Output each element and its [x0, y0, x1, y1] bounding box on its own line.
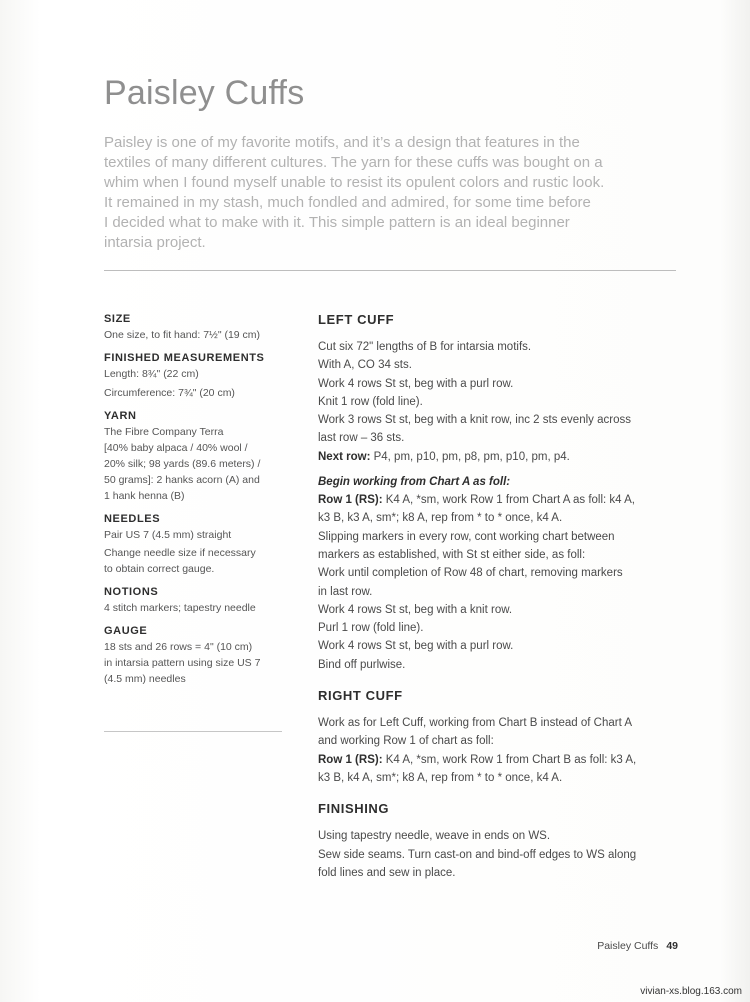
finishing-heading: FINISHING	[318, 801, 390, 817]
page-title: Paisley Cuffs	[104, 74, 305, 112]
notions-block	[104, 585, 282, 616]
gauge-line: 18 sts and 26 rows = 4" (10 cm)	[104, 641, 253, 653]
gauge-line: in intarsia pattern using size US 7	[104, 657, 261, 669]
yarn-line: 1 hank henna (B)	[104, 490, 185, 502]
finishing-line: fold lines and sew in place.	[318, 866, 456, 879]
left-cuff-line: markers as established, with St st either side, as foll:	[318, 548, 586, 561]
gauge-block	[104, 624, 282, 687]
next-row-label: Next row:	[318, 450, 371, 463]
watermark: vivian-xs.blog.163.com	[640, 986, 742, 997]
right-row1-text: K4 A, *sm, work Row 1 from Chart B as foll: k3 A,	[382, 753, 637, 766]
needles-line: Pair US 7 (4.5 mm) straight	[104, 529, 232, 541]
left-cuff-line: Slipping markers in every row, cont working chart between	[318, 530, 615, 543]
yarn-line: 20% silk; 98 yards (89.6 meters) /	[104, 458, 261, 470]
row1-cont: k3 B, k3 A, sm*; k8 A, rep from * to * once, k4 A.	[318, 512, 563, 525]
yarn-line: 50 grams]: 2 hanks acorn (A) and	[104, 474, 260, 486]
row1-label: Row 1 (RS):	[318, 494, 383, 507]
intro-divider	[104, 270, 676, 271]
finished-heading: FINISHED MEASUREMENTS	[104, 352, 265, 364]
left-cuff-line: in last row.	[318, 585, 373, 598]
finished-block	[104, 351, 282, 401]
right-cuff-heading: RIGHT CUFF	[318, 688, 403, 704]
intro-line: textiles of many different cultures. The yarn for these cuffs was bought on a	[104, 154, 603, 171]
needles-line: Change needle size if necessary	[104, 547, 256, 559]
yarn-line: The Fibre Company Terra	[104, 426, 224, 438]
footer-label: Paisley Cuffs	[597, 940, 659, 952]
yarn-heading: YARN	[104, 410, 137, 422]
notions-heading: NOTIONS	[104, 586, 159, 598]
left-cuff-line: last row – 36 sts.	[318, 432, 405, 445]
page-footer	[597, 940, 678, 952]
gauge-line: (4.5 mm) needles	[104, 673, 186, 685]
intro-line: I decided what to make with it. This simple pattern is an ideal beginner	[104, 214, 570, 231]
right-cuff-line: Work as for Left Cuff, working from Chart B instead of Chart A	[318, 717, 633, 730]
chart-a-subhead: Begin working from Chart A as foll:	[318, 476, 511, 489]
size-block	[104, 312, 282, 343]
right-row1-cont: k3 B, k4 A, sm*; k8 A, rep from * to * once, k4 A.	[318, 771, 563, 784]
left-cuff-line: Work 4 rows St st, beg with a purl row.	[318, 377, 514, 390]
finishing-line: Sew side seams. Turn cast-on and bind-off edges to WS along	[318, 848, 637, 861]
finishing-line: Using tapestry needle, weave in ends on WS.	[318, 830, 551, 843]
intro-line: whim when I found myself unable to resist its opulent colors and rustic look.	[104, 174, 605, 191]
left-cuff-line: Cut six 72" lengths of B for intarsia motifs.	[318, 341, 532, 353]
right-cuff-line: and working Row 1 of chart as foll:	[318, 735, 494, 748]
intro-line: It remained in my stash, much fondled and admired, for some time before	[104, 194, 591, 211]
page-number: 49	[666, 940, 678, 952]
right-row1-label: Row 1 (RS):	[318, 753, 383, 766]
left-cuff-line: Work 4 rows St st, beg with a knit row.	[318, 603, 513, 616]
needles-line: to obtain correct gauge.	[104, 563, 215, 575]
specs-sidebar	[104, 312, 282, 695]
next-row-line	[318, 448, 690, 466]
intro-paragraph	[104, 133, 684, 253]
size-text: One size, to fit hand: 7½" (19 cm)	[104, 329, 261, 341]
left-cuff-line: Work 3 rows St st, beg with a knit row, inc 2 sts evenly across	[318, 414, 631, 427]
size-heading: SIZE	[104, 313, 131, 325]
gauge-heading: GAUGE	[104, 625, 148, 637]
left-cuff-line: Work until completion of Row 48 of chart, removing markers	[318, 567, 623, 580]
sidebar-divider	[104, 731, 282, 732]
finished-length: Length: 8¾" (22 cm)	[104, 368, 199, 380]
row1-line	[318, 491, 690, 509]
left-cuff-line: Work 4 rows St st, beg with a purl row.	[318, 640, 514, 653]
left-cuff-heading: LEFT CUFF	[318, 312, 395, 327]
left-cuff-line: Purl 1 row (fold line).	[318, 622, 424, 635]
left-cuff-line: Bind off purlwise.	[318, 658, 406, 671]
next-row-text: P4, pm, p10, pm, p8, pm, p10, pm, p4.	[370, 450, 570, 463]
yarn-line: [40% baby alpaca / 40% wool /	[104, 442, 248, 454]
yarn-block	[104, 409, 282, 504]
row1-text: K4 A, *sm, work Row 1 from Chart A as foll: k4 A,	[382, 494, 635, 507]
needles-block	[104, 512, 282, 577]
intro-line: intarsia project.	[104, 234, 206, 251]
needles-heading: NEEDLES	[104, 513, 161, 525]
left-cuff-line: With A, CO 34 sts.	[318, 359, 412, 372]
left-cuff-line: Knit 1 row (fold line).	[318, 395, 423, 408]
instructions	[318, 312, 690, 882]
notions-line: 4 stitch markers; tapestry needle	[104, 602, 256, 614]
intro-line: Paisley is one of my favorite motifs, and it’s a design that features in the	[104, 134, 580, 151]
right-row1-line	[318, 751, 690, 769]
finished-circumference: Circumference: 7¾" (20 cm)	[104, 387, 235, 399]
